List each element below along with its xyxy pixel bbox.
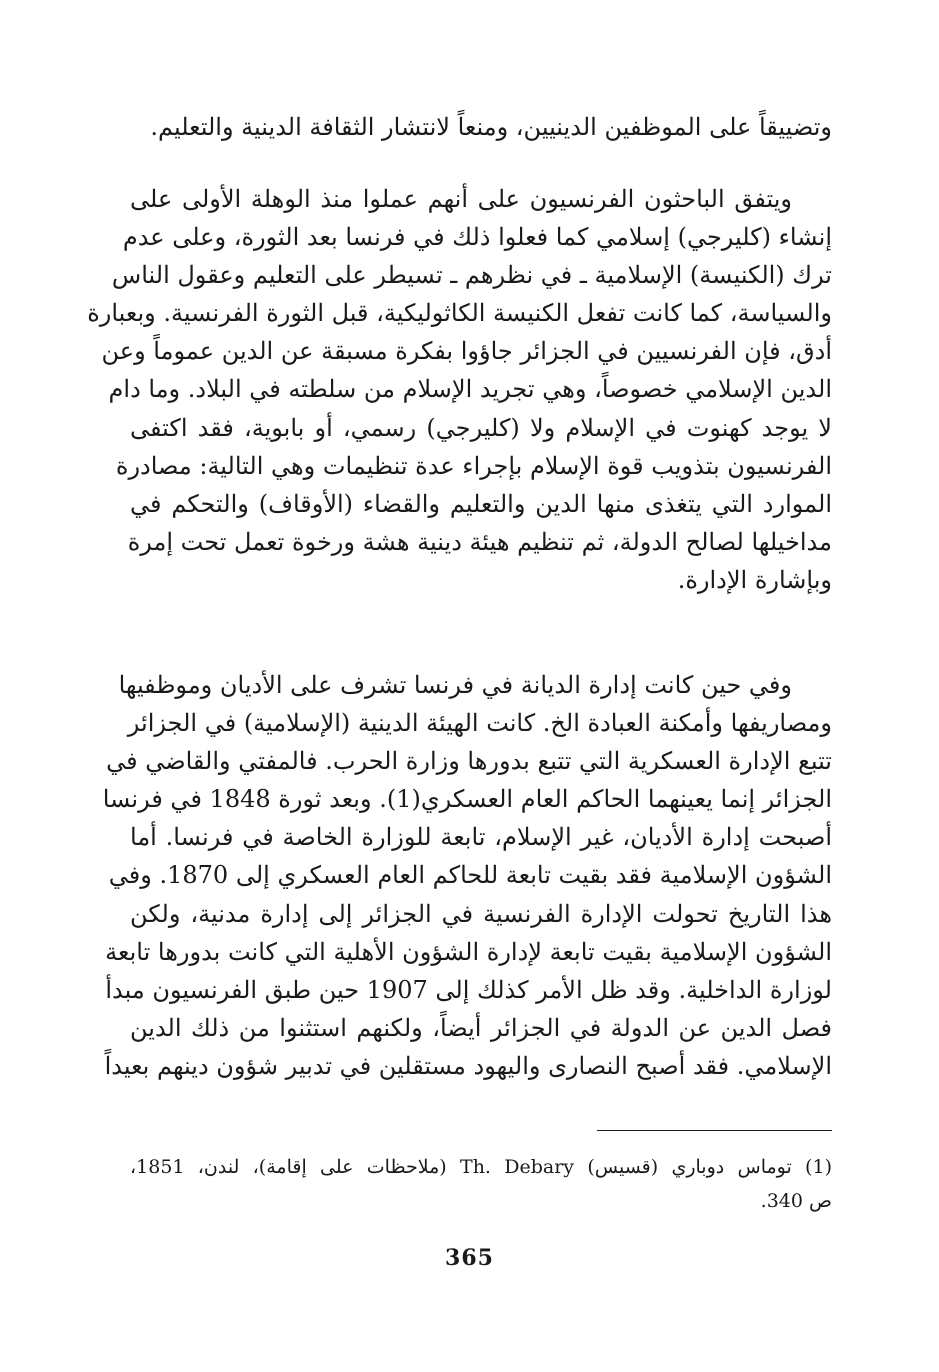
text-line: الشؤون الإسلامية فقد بقيت تابعة للحاكم العام العسكري إلى 1870. وفي <box>108 861 832 890</box>
text-line: الدين الإسلامي خصوصاً، وهي تجريد الإسلام من سلطته في البلاد. وما دام <box>108 375 832 404</box>
text-line: مداخيلها لصالح الدولة، ثم تنظيم هيئة دينية هشة ورخوة تعمل تحت إمرة <box>127 527 832 556</box>
text-line: لا يوجد كهنوت في الإسلام ولا (كليرجي) رسمي، أو بابوية، فقد اكتفى <box>130 413 832 442</box>
text-line: ترك (الكنيسة) الإسلامية ـ في نظرهم ـ تسيطر على التعليم وعقول الناس <box>111 261 832 290</box>
footnote-divider <box>597 1130 832 1131</box>
page-number: 365 <box>445 1245 494 1271</box>
text-line: الفرنسيون بتذويب قوة الإسلام بإجراء عدة تنظيمات وهي التالية: مصادرة <box>115 451 832 480</box>
paragraph-1 <box>130 108 832 146</box>
text-line: لوزارة الداخلية. وقد ظل الأمر كذلك إلى 1907 حين طبق الفرنسيون مبدأ <box>105 975 832 1004</box>
text-line: والسياسة، كما كانت تفعل الكنيسة الكاثوليكية، قبل الثورة الفرنسية. وبعبارة <box>87 299 832 328</box>
text-line: إنشاء (كليرجي) إسلامي كما فعلوا ذلك في فرنسا بعد الثورة، وعلى عدم <box>122 223 832 252</box>
text-line: تتبع الإدارة العسكرية التي تتبع بدورها وزارة الحرب. فالمفتي والقاضي في <box>106 747 832 776</box>
text-line: هذا التاريخ تحولت الإدارة الفرنسية في الجزائر إلى إدارة مدنية، ولكن <box>130 899 832 928</box>
text-line: أصبحت إدارة الأديان، غير الإسلام، تابعة للوزارة الخاصة في فرنسا. أما <box>130 823 832 852</box>
paragraph-2 <box>87 180 832 599</box>
text-line: فصل الدين عن الدولة في الجزائر أيضاً، ولكنهم استثنوا من ذلك الدين <box>130 1013 832 1042</box>
text-line: الموارد التي يتغذى منها الدين والتعليم والقضاء (الأوقاف) والتحكم في <box>130 489 832 518</box>
text-line: ومصاريفها وأمكنة العبادة الخ. كانت الهيئة الدينية (الإسلامية) في الجزائر <box>127 709 832 738</box>
text-line: وفي حين كانت إدارة الديانة في فرنسا تشرف على الأديان وموظفيها <box>118 671 792 699</box>
text-line: الشؤون الإسلامية بقيت تابعة لإدارة الشؤون الأهلية التي كانت بدورها تابعة <box>105 937 832 966</box>
text-line: ويتفق الباحثون الفرنسيون على أنهم عملوا منذ الوهلة الأولى على <box>130 185 792 213</box>
text-line: وتضييقاً على الموظفين الدينيين، ومنعاً لانتشار الثقافة الدينية والتعليم. <box>150 113 832 141</box>
footnote-line: ص 340. <box>760 1190 832 1212</box>
text-line: أدق، فإن الفرنسيين في الجزائر جاؤوا بفكرة مسبقة عن الدين عموماً وعن <box>101 337 832 366</box>
footnotes <box>130 1150 832 1218</box>
footnote-line: (1) توماس دوباري (قسيس) Th. Debary (ملاحظات على إقامة)، لندن، 1851، <box>130 1156 832 1178</box>
paragraph-3 <box>102 666 832 1085</box>
text-line: وبإشارة الإدارة. <box>677 565 832 594</box>
text-line: الجزائر إنما يعينهما الحاكم العام العسكري(1). وبعد ثورة 1848 في فرنسا <box>102 785 832 814</box>
text-line: الإسلامي. فقد أصبح النصارى واليهود مستقلين في تدبير شؤون دينهم بعيداً <box>104 1051 832 1080</box>
